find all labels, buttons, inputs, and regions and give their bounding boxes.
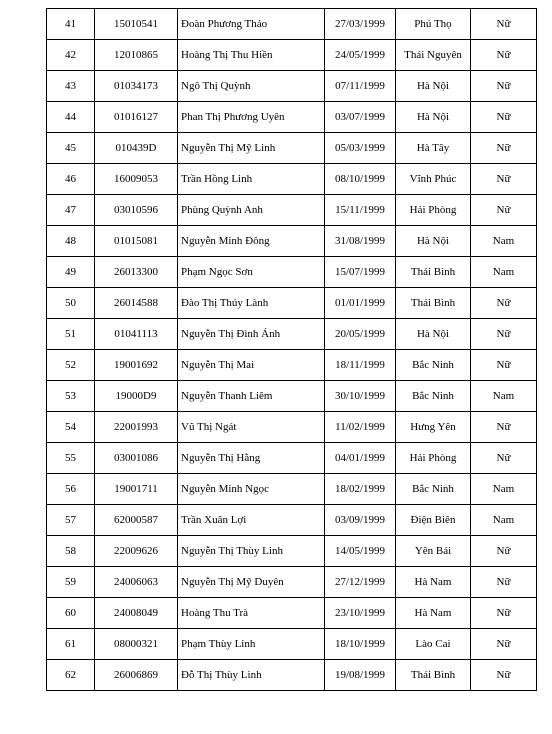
student-name: Nguyễn Thị Mỹ Duyên (178, 567, 325, 598)
student-name: Đoàn Phương Thảo (178, 9, 325, 40)
student-name: Nguyễn Minh Ngọc (178, 474, 325, 505)
gender: Nữ (471, 40, 537, 71)
student-code: 62000587 (95, 505, 178, 536)
student-code: 24006063 (95, 567, 178, 598)
gender: Nữ (471, 133, 537, 164)
gender: Nam (471, 226, 537, 257)
table-row (47, 164, 537, 195)
row-number: 50 (47, 288, 95, 319)
student-code: 03001086 (95, 443, 178, 474)
birth-place: Hà Nội (396, 71, 471, 102)
student-code: 26013300 (95, 257, 178, 288)
row-number: 59 (47, 567, 95, 598)
student-name: Đỗ Thị Thùy Linh (178, 660, 325, 691)
birth-place: Thái Bình (396, 288, 471, 319)
student-name: Trần Xuân Lợi (178, 505, 325, 536)
gender: Nam (471, 381, 537, 412)
birth-place: Điện Biên (396, 505, 471, 536)
student-name: Nguyễn Thị Mỹ Linh (178, 133, 325, 164)
gender: Nữ (471, 660, 537, 691)
gender: Nữ (471, 536, 537, 567)
birth-place: Hà Nam (396, 567, 471, 598)
student-name: Nguyễn Thanh Liêm (178, 381, 325, 412)
student-name: Vũ Thị Ngát (178, 412, 325, 443)
birth-date: 30/10/1999 (325, 381, 396, 412)
birth-place: Phú Thọ (396, 9, 471, 40)
birth-date: 24/05/1999 (325, 40, 396, 71)
gender: Nữ (471, 164, 537, 195)
student-code: 19001692 (95, 350, 178, 381)
birth-place: Thái Nguyên (396, 40, 471, 71)
row-number: 51 (47, 319, 95, 350)
student-name: Nguyễn Thị Hằng (178, 443, 325, 474)
table-row (47, 226, 537, 257)
table-row (47, 660, 537, 691)
birth-date: 07/11/1999 (325, 71, 396, 102)
student-name: Nguyễn Minh Đông (178, 226, 325, 257)
birth-date: 18/02/1999 (325, 474, 396, 505)
table-row (47, 598, 537, 629)
gender: Nam (471, 505, 537, 536)
gender: Nữ (471, 9, 537, 40)
row-number: 46 (47, 164, 95, 195)
student-code: 15010541 (95, 9, 178, 40)
gender: Nữ (471, 412, 537, 443)
birth-place: Thái Bình (396, 660, 471, 691)
birth-date: 11/02/1999 (325, 412, 396, 443)
student-name: Phạm Ngọc Sơn (178, 257, 325, 288)
gender: Nữ (471, 443, 537, 474)
birth-place: Lào Cai (396, 629, 471, 660)
table-row (47, 195, 537, 226)
student-name: Nguyễn Thị Đình Ánh (178, 319, 325, 350)
birth-place: Yên Bái (396, 536, 471, 567)
birth-date: 15/07/1999 (325, 257, 396, 288)
gender: Nữ (471, 567, 537, 598)
row-number: 42 (47, 40, 95, 71)
gender: Nam (471, 474, 537, 505)
birth-date: 03/09/1999 (325, 505, 396, 536)
student-name: Phạm Thùy Linh (178, 629, 325, 660)
birth-date: 18/10/1999 (325, 629, 396, 660)
student-name: Phùng Quỳnh Anh (178, 195, 325, 226)
birth-date: 15/11/1999 (325, 195, 396, 226)
student-code: 26006869 (95, 660, 178, 691)
birth-date: 04/01/1999 (325, 443, 396, 474)
student-code: 16009053 (95, 164, 178, 195)
row-number: 55 (47, 443, 95, 474)
student-code: 12010865 (95, 40, 178, 71)
table-row (47, 629, 537, 660)
birth-date: 05/03/1999 (325, 133, 396, 164)
student-code: 22009626 (95, 536, 178, 567)
row-number: 41 (47, 9, 95, 40)
birth-date: 23/10/1999 (325, 598, 396, 629)
birth-date: 31/08/1999 (325, 226, 396, 257)
row-number: 47 (47, 195, 95, 226)
gender: Nữ (471, 629, 537, 660)
gender: Nữ (471, 195, 537, 226)
student-name: Nguyễn Thị Mai (178, 350, 325, 381)
row-number: 48 (47, 226, 95, 257)
row-number: 57 (47, 505, 95, 536)
student-name: Hoàng Thị Thu Hiền (178, 40, 325, 71)
table-row (47, 567, 537, 598)
student-code: 01015081 (95, 226, 178, 257)
row-number: 45 (47, 133, 95, 164)
table-row (47, 474, 537, 505)
table-body (47, 9, 537, 691)
student-name: Phan Thị Phương Uyên (178, 102, 325, 133)
table-row (47, 319, 537, 350)
birth-date: 18/11/1999 (325, 350, 396, 381)
table-row (47, 412, 537, 443)
student-code: 01041113 (95, 319, 178, 350)
table-row (47, 443, 537, 474)
table-row (47, 9, 537, 40)
table-row (47, 257, 537, 288)
gender: Nữ (471, 102, 537, 133)
birth-place: Hà Nam (396, 598, 471, 629)
row-number: 49 (47, 257, 95, 288)
gender: Nữ (471, 598, 537, 629)
student-name: Nguyễn Thị Thùy Linh (178, 536, 325, 567)
student-code: 01034173 (95, 71, 178, 102)
row-number: 54 (47, 412, 95, 443)
birth-place: Hải Phòng (396, 443, 471, 474)
row-number: 53 (47, 381, 95, 412)
student-code: 19000D9 (95, 381, 178, 412)
row-number: 43 (47, 71, 95, 102)
student-code: 01016127 (95, 102, 178, 133)
birth-date: 20/05/1999 (325, 319, 396, 350)
table-row (47, 102, 537, 133)
row-number: 58 (47, 536, 95, 567)
row-number: 61 (47, 629, 95, 660)
gender: Nữ (471, 288, 537, 319)
birth-place: Hà Tây (396, 133, 471, 164)
birth-place: Bắc Ninh (396, 474, 471, 505)
birth-place: Hải Phòng (396, 195, 471, 226)
table-row (47, 381, 537, 412)
student-code: 010439D (95, 133, 178, 164)
table-row (47, 505, 537, 536)
table-row (47, 71, 537, 102)
birth-place: Vĩnh Phúc (396, 164, 471, 195)
gender: Nữ (471, 71, 537, 102)
row-number: 60 (47, 598, 95, 629)
student-name: Hoàng Thu Trà (178, 598, 325, 629)
birth-date: 19/08/1999 (325, 660, 396, 691)
birth-date: 27/12/1999 (325, 567, 396, 598)
table-row (47, 350, 537, 381)
gender: Nữ (471, 350, 537, 381)
birth-place: Thái Bình (396, 257, 471, 288)
student-code: 19001711 (95, 474, 178, 505)
student-name: Ngô Thị Quỳnh (178, 71, 325, 102)
table-row (47, 288, 537, 319)
birth-date: 14/05/1999 (325, 536, 396, 567)
student-name: Trần Hồng Linh (178, 164, 325, 195)
row-number: 56 (47, 474, 95, 505)
row-number: 52 (47, 350, 95, 381)
birth-place: Bắc Ninh (396, 350, 471, 381)
student-code: 24008049 (95, 598, 178, 629)
table-row (47, 536, 537, 567)
birth-place: Hưng Yên (396, 412, 471, 443)
student-code: 03010596 (95, 195, 178, 226)
row-number: 62 (47, 660, 95, 691)
birth-date: 27/03/1999 (325, 9, 396, 40)
student-code: 08000321 (95, 629, 178, 660)
student-code: 26014588 (95, 288, 178, 319)
gender: Nam (471, 257, 537, 288)
birth-date: 03/07/1999 (325, 102, 396, 133)
birth-place: Hà Nội (396, 319, 471, 350)
birth-place: Hà Nội (396, 226, 471, 257)
birth-place: Hà Nội (396, 102, 471, 133)
table-row (47, 40, 537, 71)
gender: Nữ (471, 319, 537, 350)
birth-date: 01/01/1999 (325, 288, 396, 319)
row-number: 44 (47, 102, 95, 133)
birth-date: 08/10/1999 (325, 164, 396, 195)
student-list-table (46, 8, 537, 691)
table-row (47, 133, 537, 164)
birth-place: Bắc Ninh (396, 381, 471, 412)
student-code: 22001993 (95, 412, 178, 443)
student-name: Đào Thị Thúy Lành (178, 288, 325, 319)
